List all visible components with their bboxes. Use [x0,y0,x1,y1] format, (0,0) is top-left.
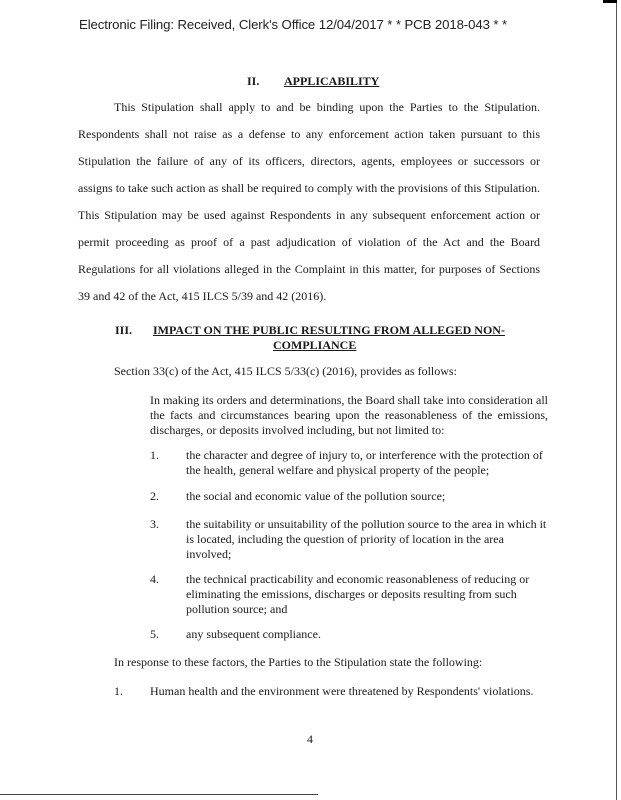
section-ii-number: II. [247,74,260,88]
section-33c-intro: Section 33(c) of the Act, 415 ILCS 5/33(c) (2016), provides as follows: [114,364,457,378]
factor-number: 1. [150,448,159,462]
factor-number: 2. [150,489,159,503]
factor-text: the suitability or unsuitability of the pollution source to the area in which it is located, including the question of priority of location in the area involved; [186,517,547,561]
section-iii-title-line1: IMPACT ON THE PUBLIC RESULTING FROM ALLEGED NON- [153,323,505,337]
section-iii-title-line2: COMPLIANCE [273,338,357,352]
applicability-paragraph: This Stipulation shall apply to and be binding upon the Parties to the Stipulation. Respondents shall not raise as a defense to any enforcement action taken pursuant to this Stipulation the failure of any of its officers, directors, agents, employees or successors or assigns to take such action as shall be required to comply with the provisions of this Stipulation. This Stipulation may be used against Respondents in any subsequent enforcement action or permit proceeding as proof of a past adjudication of violation of the Act and the Board Regulations for all violations alleged in the Complaint in this matter, for purposes of Sections 39 and 42 of the Act, 415 ILCS 5/39 and 42 (2016). [78,100,540,303]
section-iii-number: III. [115,323,133,337]
response-intro: In response to these factors, the Parties to the Stipulation state the following: [114,655,483,669]
finding-text: Human health and the environment were threatened by Respondents' violations. [150,684,534,698]
section-ii-title: APPLICABILITY [284,74,380,88]
finding-number: 1. [114,684,123,698]
scan-corner-mark [603,0,617,3]
factor-text: the technical practicability and economic reasonableness of reducing or eliminating the emissions, discharges or deposits resulting from such pollution source; and [186,572,530,616]
factor-text: the character and degree of injury to, or interference with the protection of the health, general welfare and physical property of the people; [186,448,543,477]
page-number: 4 [307,732,313,746]
factor-text: the social and economic value of the pollution source; [186,489,446,503]
scan-bottom-line [0,794,318,795]
board-consideration-quote: In making its orders and determinations, the Board shall take into consideration all the facts and circumstances bearing upon the reasonableness of the emissions, discharges, or deposits involved including, but not limited to: [150,393,548,437]
factor-number: 3. [150,517,159,531]
factor-number: 5. [150,627,159,641]
factor-number: 4. [150,572,159,586]
factor-text: any subsequent compliance. [186,627,321,641]
scan-edge-line [616,0,617,800]
electronic-filing-stamp: Electronic Filing: Received, Clerk's Office 12/04/2017 * * PCB 2018-043 * * [79,17,507,32]
